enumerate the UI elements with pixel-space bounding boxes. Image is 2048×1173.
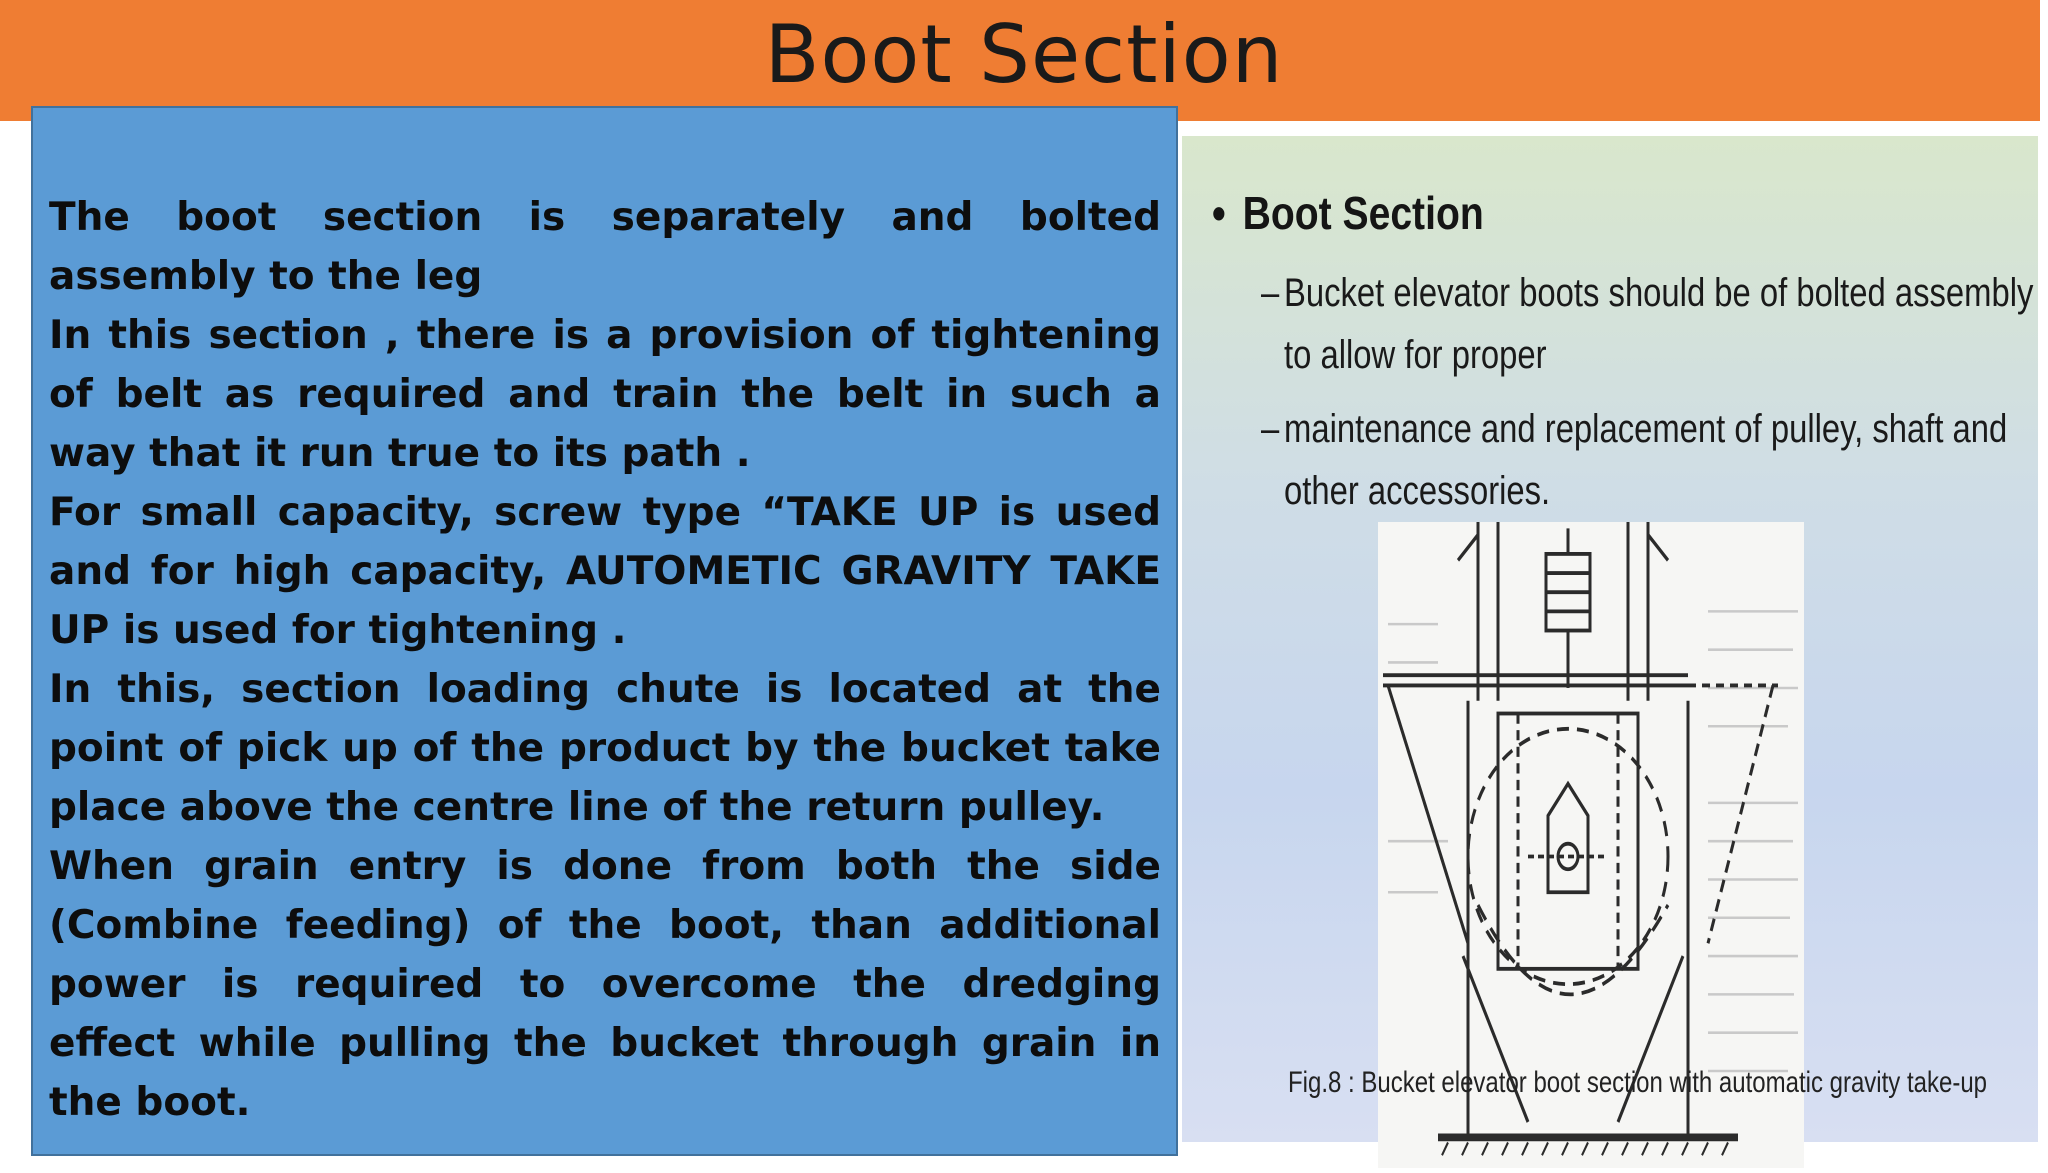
paragraph-loading-chute: In this, section loading chute is located at the point of pick up of the product by the bucket take place above the centre line of the return pulley. <box>49 667 1161 830</box>
slide-title: Boot Section <box>764 8 1284 101</box>
figure-item-1 <box>1261 262 2034 386</box>
paragraph-boot-assembly: The boot section is separately and bolted assembly to the leg <box>49 195 1161 299</box>
paragraph-combine-feeding: When grain entry is done from both the side (Combine feeding) of the boot, than additional power is required to overcome the dredging effect while pulling the bucket through grain in the boot. <box>49 844 1161 1125</box>
figure-item-1-line-1: Bucket elevator boots should be of bolted assembly <box>1284 271 2034 315</box>
text-panel <box>31 106 1178 1156</box>
dash-icon: – <box>1261 407 1280 451</box>
figure-caption: Fig.8 : Bucket elevator boot section with automatic gravity take-up <box>1288 1066 1988 1099</box>
figure-item-2-line-2: other accessories. <box>1284 469 1551 513</box>
figure-panel <box>1182 136 2038 1142</box>
figure-heading-text: Boot Section <box>1242 187 1484 239</box>
bullet-icon: • <box>1212 187 1226 239</box>
paragraph-belt-tightening: In this section , there is a provision of tightening of belt as required and train the belt in such a way that it run true to its path . <box>49 313 1161 476</box>
figure-item-2 <box>1261 398 2008 522</box>
paragraph-take-up: For small capacity, screw type “TAKE UP is used and for high capacity, AUTOMETIC GRAVITY TAKE UP is used for tightening . <box>49 490 1161 653</box>
figure-heading <box>1212 186 1484 240</box>
body-text <box>49 188 1161 1132</box>
figure-item-1-line-2: to allow for proper <box>1284 333 1547 377</box>
figure-item-2-line-1: maintenance and replacement of pulley, shaft and <box>1284 407 2008 451</box>
dash-icon: – <box>1261 271 1280 315</box>
